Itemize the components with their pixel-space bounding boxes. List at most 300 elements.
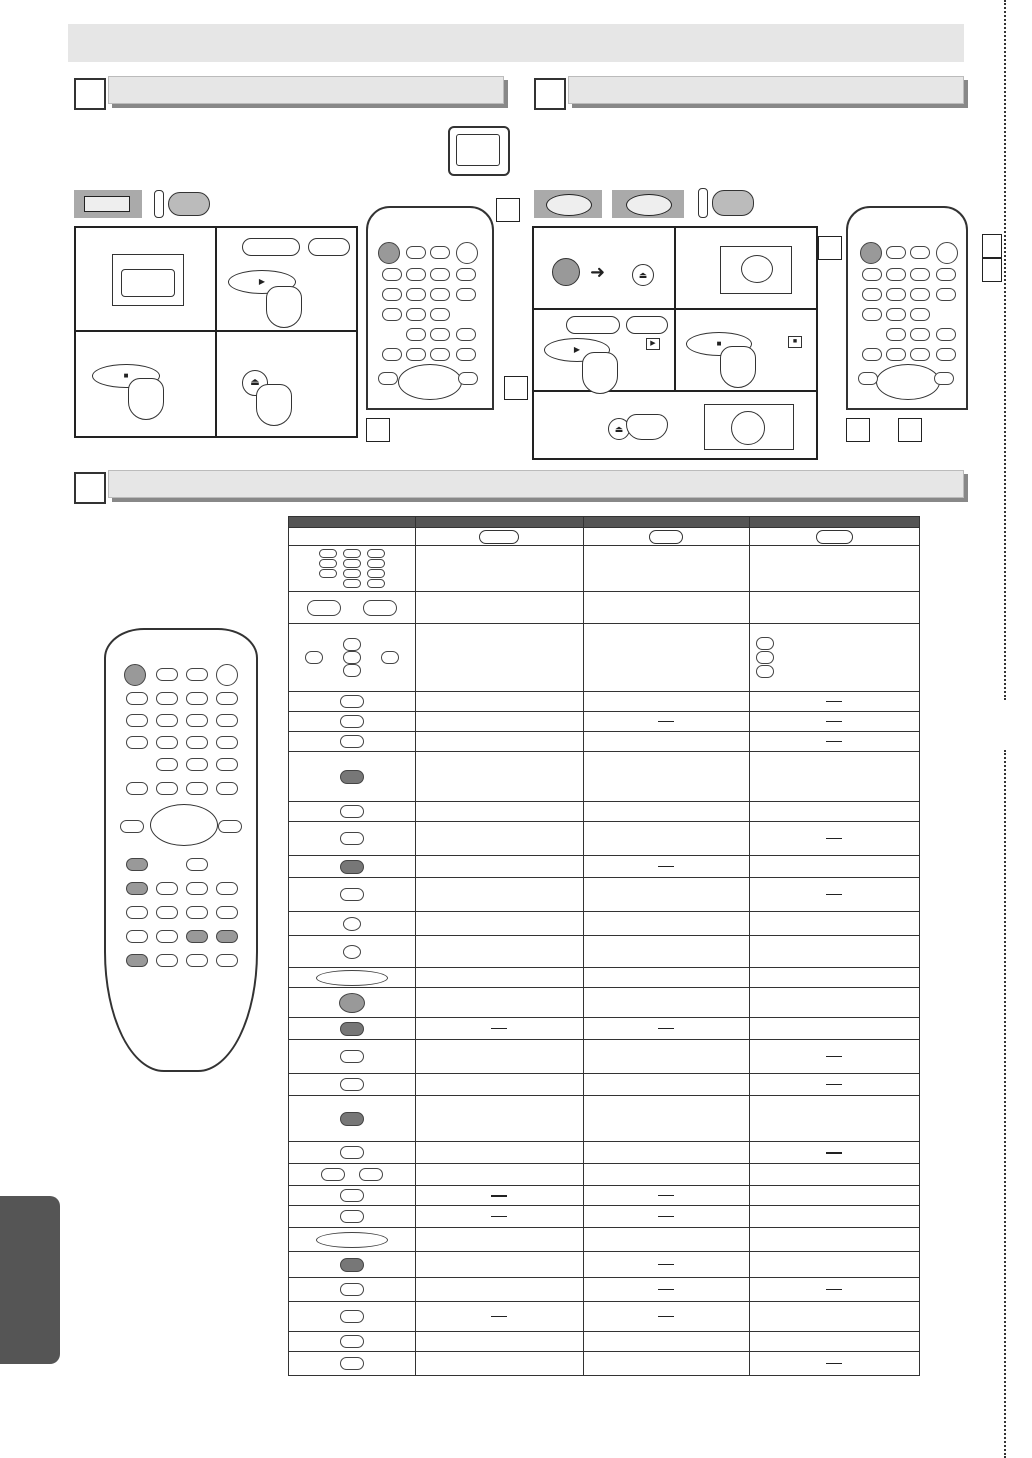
remote-button (382, 288, 402, 301)
remote-button (186, 782, 208, 795)
dvd-cell (415, 1096, 583, 1142)
remote-button (406, 246, 426, 259)
fast-forward-button (218, 820, 242, 833)
dvd-cell (415, 968, 583, 988)
play-icon: ▶ (650, 340, 656, 347)
not-applicable-mark (491, 1028, 507, 1029)
power-button-icon (339, 996, 365, 1008)
remote-button (156, 736, 178, 749)
button-shape (340, 770, 364, 784)
table-row (289, 988, 920, 1018)
remote-button (406, 268, 426, 281)
vcr-remote-illustration (366, 206, 494, 410)
remote-button (216, 954, 238, 967)
vcr-cell (749, 968, 919, 988)
button-cell (289, 1302, 416, 1332)
hand-icon (720, 346, 756, 388)
remote-button (156, 906, 178, 919)
oval-button-icon (340, 1146, 364, 1158)
transport-cluster (398, 364, 462, 400)
button-cell (289, 1206, 416, 1228)
dvd-cell (415, 988, 583, 1018)
button-shape (340, 805, 364, 818)
down-key-icon (343, 664, 361, 677)
remote-button (216, 714, 238, 727)
cd-cell (583, 1040, 749, 1074)
cut-line-lower (1004, 750, 1006, 1458)
oval-button-icon (340, 695, 364, 707)
dvd-cell (415, 1018, 583, 1040)
cd-cell (583, 1206, 749, 1228)
remote-button (936, 288, 956, 301)
vcr-button-chip (150, 188, 212, 218)
dvd-cell (415, 856, 583, 878)
vcr-cell (749, 1332, 919, 1352)
remote-button (156, 692, 178, 705)
vcr-cell (749, 1142, 919, 1164)
oval-button-icon (340, 715, 364, 727)
speech-bubble (242, 238, 300, 256)
cd-cell (583, 1352, 749, 1376)
not-applicable-mark (826, 1152, 842, 1154)
button-shape (340, 1210, 364, 1223)
button-shape (340, 735, 364, 748)
callout-box (504, 376, 528, 400)
cd-cell (583, 1164, 749, 1186)
cd-cell (583, 856, 749, 878)
remote-button (430, 328, 450, 341)
vcr-cell (749, 546, 919, 592)
dvd-cell (415, 1278, 583, 1302)
dvd-cell (415, 1186, 583, 1206)
vcr-cell (749, 592, 919, 624)
section-vcr-bar (108, 76, 504, 104)
pause-button-icon (343, 945, 361, 957)
not-applicable-mark (658, 1216, 674, 1217)
remote-button (886, 268, 906, 281)
not-applicable-mark (658, 866, 674, 867)
hand-icon (266, 286, 302, 328)
not-applicable-mark (826, 894, 842, 895)
button-cell (289, 624, 416, 692)
dvd-cell (415, 624, 583, 692)
right-key-icon (381, 651, 399, 664)
remote-button (186, 692, 208, 705)
button-cell (289, 1278, 416, 1302)
vcr-steps-panel (74, 226, 358, 438)
oval-button-icon (340, 888, 364, 900)
remote-button (156, 714, 178, 727)
remote-button (126, 714, 148, 727)
enter-key-icon (343, 651, 361, 664)
cd-cell (583, 1074, 749, 1096)
cd-cell (583, 802, 749, 822)
play-indicator (646, 338, 660, 350)
dvd-cell (415, 1332, 583, 1352)
button-shape (340, 1112, 364, 1126)
page-header-bar (68, 24, 964, 62)
vcr-cell (749, 936, 919, 968)
transport-cluster (150, 804, 218, 846)
cd-cell (583, 692, 749, 712)
cd-cell (583, 732, 749, 752)
dvd-logo-cell (415, 528, 583, 546)
callout-box (846, 418, 870, 442)
button-cell (289, 822, 416, 856)
vcr-cassette-chip (74, 190, 142, 218)
remote-button (406, 308, 426, 321)
button-shape (343, 945, 361, 959)
vcr-cell (749, 1228, 919, 1252)
hand-icon (256, 384, 292, 426)
dvd-logo (479, 530, 519, 544)
callout-box (982, 234, 1002, 258)
button-shape (340, 860, 364, 874)
left-key-icon (305, 651, 323, 664)
vcr-cell (749, 1164, 919, 1186)
stop-icon: ■ (123, 371, 129, 380)
cd-cell (583, 822, 749, 856)
disc-button-icon (340, 832, 364, 844)
remote-button (456, 268, 476, 281)
dvd-cell (415, 1228, 583, 1252)
button-shape (340, 832, 364, 845)
number-key-icon (319, 559, 337, 568)
remote-button (186, 954, 208, 967)
not-applicable-mark (826, 1056, 842, 1057)
power-button-illustration (552, 258, 580, 286)
table-row (289, 1074, 920, 1096)
rewind-button (858, 372, 878, 385)
button-cell (289, 1228, 416, 1252)
function-table (288, 516, 920, 1376)
oval-button-icon (340, 1283, 364, 1295)
section-vcr-marker (74, 78, 106, 110)
cursor-button-icon (289, 638, 415, 677)
cd-cell (583, 752, 749, 802)
number-key-icon (343, 569, 361, 578)
not-applicable-mark (826, 1084, 842, 1085)
remote-button (126, 930, 148, 943)
dvd-cell (415, 1302, 583, 1332)
remote-button (910, 288, 930, 301)
table-row (289, 752, 920, 802)
button-cell (289, 592, 416, 624)
oval-button-icon (340, 1357, 364, 1369)
vcr-cell (749, 1018, 919, 1040)
vcr-cell (749, 988, 919, 1018)
dvd-cell (415, 1040, 583, 1074)
number-key-icon (343, 549, 361, 558)
vcr-cell (749, 1352, 919, 1376)
button-cell (289, 712, 416, 732)
grayoval-button-icon (340, 1112, 364, 1124)
eject-icon: ⏏ (250, 377, 260, 388)
button-shape (316, 970, 388, 986)
dvd-cell (415, 1252, 583, 1278)
number-key-icon (343, 579, 361, 588)
tv-icon (448, 126, 510, 176)
hand-icon (582, 352, 618, 394)
grayoval-button-icon (340, 770, 364, 782)
oval-button-icon (340, 1210, 364, 1222)
cassette-illustration (112, 254, 184, 306)
number-key-icon (367, 549, 385, 558)
button-shape (340, 1283, 364, 1296)
remote-button (126, 882, 148, 895)
remote-button (910, 308, 930, 321)
remote-button (126, 736, 148, 749)
callout-box (982, 258, 1002, 282)
button-cell (289, 1142, 416, 1164)
dvd-button-chip (694, 186, 758, 220)
remote-button (216, 882, 238, 895)
button-cell (289, 732, 416, 752)
play-icon: ▶ (258, 277, 266, 286)
not-applicable-mark (491, 1216, 507, 1217)
remote-button (216, 930, 238, 943)
remote-button (910, 268, 930, 281)
table-row (289, 1302, 920, 1332)
table-row (289, 712, 920, 732)
return-button-icon (340, 1078, 364, 1090)
remote-button (156, 758, 178, 771)
vcr-cell (749, 752, 919, 802)
table-row (289, 546, 920, 592)
remote-button (430, 246, 450, 259)
rewind-button (378, 372, 398, 385)
button-shape (340, 1022, 364, 1036)
cd-cell (583, 546, 749, 592)
callout-box (898, 418, 922, 442)
cd-disc-chip (612, 190, 684, 218)
table-row (289, 1164, 920, 1186)
remote-button (186, 714, 208, 727)
header-diagonal-cell (289, 528, 416, 546)
table-row (289, 692, 920, 712)
vcr-cell (749, 856, 919, 878)
not-applicable-mark (826, 1289, 842, 1290)
fast-forward-button (458, 372, 478, 385)
dvd-cell (415, 712, 583, 732)
button-cell (289, 802, 416, 822)
vcr-logo (816, 530, 853, 544)
cd-cell (583, 1228, 749, 1252)
dvd-cell (415, 1206, 583, 1228)
up-key-icon (343, 638, 361, 651)
dvd-cell (415, 1074, 583, 1096)
side-section-tab (0, 1196, 60, 1364)
remote-button (156, 954, 178, 967)
button-shape (340, 1357, 364, 1370)
rewff-button-icon (307, 601, 397, 613)
remote-button (910, 246, 930, 259)
dvd-cell (415, 692, 583, 712)
table-row (289, 912, 920, 936)
button-shape (363, 600, 397, 616)
eject-button-icon (343, 917, 361, 929)
disc-tray-illustration (720, 246, 792, 294)
button-shape (359, 1168, 383, 1181)
cursor-key-icon (756, 651, 774, 664)
col-header-vcr (749, 517, 919, 528)
number-key-icon (367, 579, 385, 588)
remote-button (430, 288, 450, 301)
disc-remove-illustration (704, 404, 794, 450)
button-cell (289, 1096, 416, 1142)
cd-cell (583, 1096, 749, 1142)
eject-button-illustration (632, 264, 654, 286)
stop-button-icon (316, 1233, 388, 1245)
remote-button (886, 328, 906, 341)
dvd-cell (415, 912, 583, 936)
cursor-key-icon (756, 665, 774, 678)
remote-button (216, 782, 238, 795)
remote-button (936, 348, 956, 361)
dvd-cell (415, 878, 583, 912)
button-cell (289, 752, 416, 802)
not-applicable-mark (826, 1363, 842, 1364)
vcr-cell (749, 624, 919, 692)
power-button (124, 664, 146, 686)
remote-button (886, 246, 906, 259)
remote-button (216, 736, 238, 749)
button-shape (340, 695, 364, 708)
number-key-icon (367, 569, 385, 578)
remote-button (862, 308, 882, 321)
not-applicable-mark (491, 1195, 507, 1197)
remote-button (406, 348, 426, 361)
table-row (289, 1206, 920, 1228)
eject-button (936, 242, 958, 264)
remote-button (886, 308, 906, 321)
button-shape (340, 715, 364, 728)
table-row (289, 1142, 920, 1164)
table-row (289, 1252, 920, 1278)
dvd-cell (415, 1142, 583, 1164)
button-cell (289, 1252, 416, 1278)
remote-button (910, 348, 930, 361)
not-applicable-mark (826, 721, 842, 722)
vcr-cell (749, 1302, 919, 1332)
speech-bubble (308, 238, 350, 256)
cd-cell (583, 1332, 749, 1352)
cd-cell (583, 878, 749, 912)
dvd-cell (415, 822, 583, 856)
vcr-cell (749, 912, 919, 936)
eject-button (456, 242, 478, 264)
audio-button-icon (340, 735, 364, 747)
button-shape (340, 1310, 364, 1323)
table-row (289, 732, 920, 752)
remote-button (126, 906, 148, 919)
dvd-disc-chip (534, 190, 602, 218)
vcr-cell (749, 692, 919, 712)
button-cell (289, 1186, 416, 1206)
remote-button (186, 906, 208, 919)
button-cell (289, 546, 416, 592)
dvd-remote-illustration (846, 206, 968, 410)
remote-button (382, 268, 402, 281)
remote-button (910, 328, 930, 341)
button-shape (343, 917, 361, 931)
callout-box (366, 418, 390, 442)
cd-cell (583, 1142, 749, 1164)
callout-box (496, 198, 520, 222)
vcr-cell (749, 802, 919, 822)
stop-icon: ■ (716, 339, 722, 348)
button-cell (289, 1332, 416, 1352)
dvd-cell (415, 802, 583, 822)
not-applicable-mark (826, 701, 842, 702)
button-cell (289, 692, 416, 712)
not-applicable-mark (826, 838, 842, 839)
table-row (289, 968, 920, 988)
remote-button (886, 348, 906, 361)
vcr-cell (749, 1278, 919, 1302)
not-applicable-mark (658, 1316, 674, 1317)
remote-button (126, 858, 148, 871)
not-applicable-mark (658, 1264, 674, 1265)
cursor-key-icon (756, 637, 774, 650)
remote-button (156, 882, 178, 895)
table-row (289, 878, 920, 912)
remote-button (456, 288, 476, 301)
not-applicable-mark (826, 741, 842, 742)
button-shape (340, 1189, 364, 1202)
grayoval-button-icon (340, 860, 364, 872)
col-header-dvd (415, 517, 583, 528)
cd-cell (583, 592, 749, 624)
remote-button (126, 692, 148, 705)
dvd-steps-panel (532, 226, 818, 460)
numbers-button-icon (289, 549, 415, 589)
button-cell (289, 1040, 416, 1074)
remote-button (186, 668, 208, 681)
section-functions-marker (74, 472, 106, 504)
remote-button (186, 930, 208, 943)
vcr-cell (749, 1040, 919, 1074)
not-applicable-mark (658, 1289, 674, 1290)
button-shape (340, 1078, 364, 1091)
vcr-cell (749, 732, 919, 752)
table-row (289, 822, 920, 856)
section-dvd-bar (568, 76, 964, 104)
table-row (289, 1040, 920, 1074)
table-row (289, 1228, 920, 1252)
button-cell (289, 1074, 416, 1096)
cd-cell (583, 624, 749, 692)
remote-button (216, 692, 238, 705)
number-key-icon (367, 559, 385, 568)
remote-button (430, 308, 450, 321)
table-row (289, 936, 920, 968)
table-row (289, 1278, 920, 1302)
vcr-cell (749, 878, 919, 912)
remote-button (382, 348, 402, 361)
button-cell (289, 968, 416, 988)
table-row (289, 624, 920, 692)
col-header-cd (583, 517, 749, 528)
table-row (289, 802, 920, 822)
hand-icon (626, 414, 668, 440)
power-button (860, 242, 882, 264)
not-applicable-mark (658, 721, 674, 722)
grayoval-button-icon (340, 1022, 364, 1034)
number-key-icon (319, 549, 337, 558)
remote-button (430, 268, 450, 281)
button-shape (340, 1335, 364, 1348)
